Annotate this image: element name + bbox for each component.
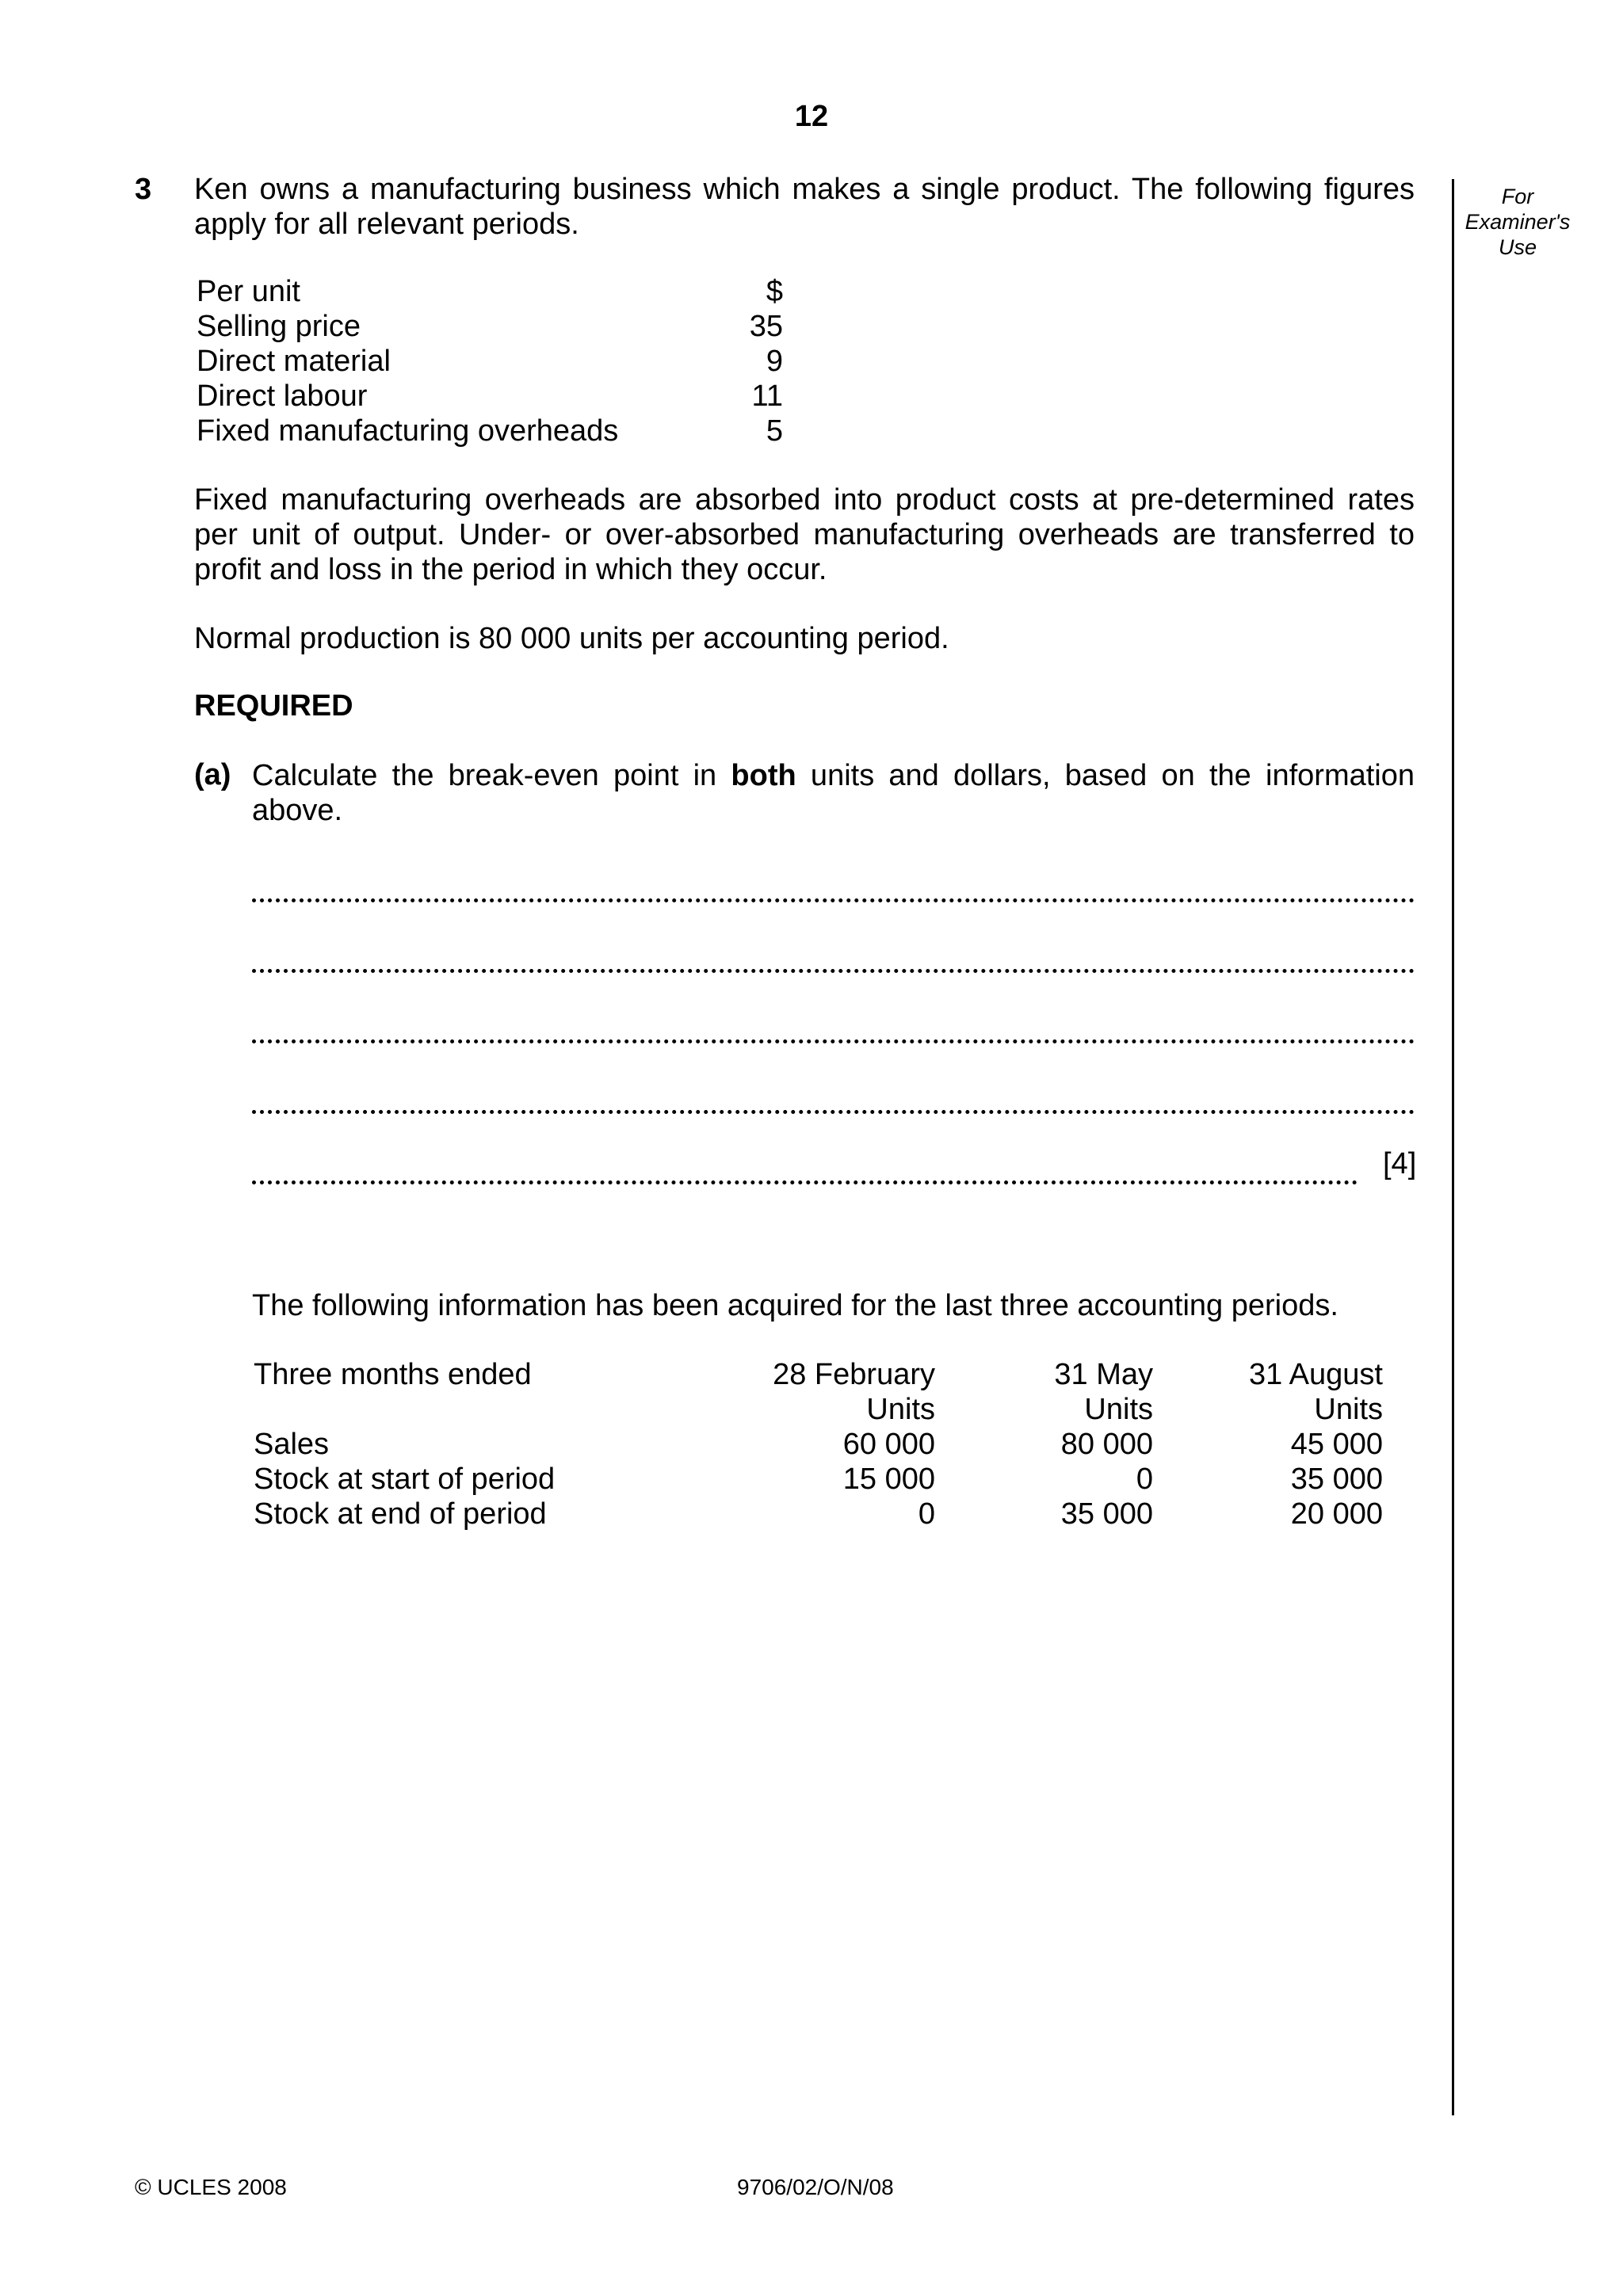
footer-copyright: © UCLES 2008 bbox=[135, 2175, 287, 2199]
page-number: 12 bbox=[794, 100, 829, 133]
unit-row-label: Direct labour bbox=[197, 379, 368, 413]
period-table-header bbox=[254, 1357, 1383, 1392]
part-a-label: (a) bbox=[194, 758, 231, 791]
answer-line[interactable] bbox=[252, 1110, 1415, 1114]
part-a-text-bold: both bbox=[731, 759, 796, 792]
unit-table-row bbox=[197, 414, 783, 448]
period-header-label: Three months ended bbox=[254, 1358, 532, 1391]
question-number: 3 bbox=[135, 173, 152, 206]
period-table bbox=[254, 1357, 1383, 1531]
part-a-question bbox=[252, 758, 1415, 828]
cell-value: 80 000 bbox=[1060, 1428, 1153, 1461]
unit-row-value: 35 bbox=[749, 310, 783, 343]
examiner-margin-line bbox=[1452, 179, 1454, 2115]
period-header-feb: 28 February bbox=[773, 1358, 935, 1391]
cell-value: 35 000 bbox=[1060, 1497, 1153, 1531]
units-label: Units bbox=[1084, 1393, 1153, 1426]
cell-value: 15 000 bbox=[842, 1463, 935, 1496]
unit-row-value: 11 bbox=[751, 379, 783, 413]
unit-table-header bbox=[197, 274, 783, 309]
answer-line[interactable] bbox=[252, 1180, 1358, 1184]
unit-row-label: Direct material bbox=[197, 345, 391, 378]
answer-line[interactable] bbox=[252, 1039, 1415, 1043]
period-header-aug: 31 August bbox=[1248, 1358, 1383, 1391]
cell-value: 0 bbox=[918, 1497, 935, 1531]
period-table-units bbox=[254, 1392, 1383, 1427]
marks-label: [4] bbox=[1383, 1147, 1417, 1180]
unit-row-value: 5 bbox=[766, 414, 783, 448]
unit-table-header-value: $ bbox=[766, 275, 783, 308]
answer-line[interactable] bbox=[252, 969, 1415, 973]
table-row bbox=[254, 1497, 1383, 1531]
unit-table-row bbox=[197, 309, 783, 344]
row-label: Sales bbox=[254, 1428, 330, 1461]
units-label: Units bbox=[866, 1393, 935, 1426]
table-row bbox=[254, 1427, 1383, 1462]
cell-value: 45 000 bbox=[1290, 1428, 1383, 1461]
answer-line[interactable] bbox=[252, 898, 1415, 902]
normal-production-text: Normal production is 80 000 units per accounting period. bbox=[194, 622, 949, 655]
row-label: Stock at end of period bbox=[254, 1497, 547, 1531]
part-a-text-2: units and dollars, based on the information above. bbox=[252, 759, 1415, 827]
period-header-may: 31 May bbox=[1054, 1358, 1153, 1391]
units-label: Units bbox=[1314, 1393, 1383, 1426]
cell-value: 35 000 bbox=[1290, 1463, 1383, 1496]
cell-value: 60 000 bbox=[842, 1428, 935, 1461]
examiner-line-1: For bbox=[1501, 185, 1534, 208]
required-heading: REQUIRED bbox=[194, 689, 353, 723]
row-label: Stock at start of period bbox=[254, 1463, 556, 1496]
cell-value: 0 bbox=[1136, 1463, 1153, 1496]
examiner-use-label bbox=[1450, 184, 1585, 260]
footer-code: 9706/02/O/N/08 bbox=[737, 2175, 894, 2199]
unit-row-label: Fixed manufacturing overheads bbox=[197, 414, 619, 448]
unit-row-value: 9 bbox=[766, 345, 783, 378]
unit-cost-table bbox=[197, 274, 783, 448]
table-row bbox=[254, 1462, 1383, 1497]
info-paragraph: The following information has been acquired for the last three accounting periods. bbox=[252, 1289, 1338, 1322]
examiner-line-2: Examiner's bbox=[1465, 210, 1571, 234]
part-a-text-1: Calculate the break-even point in bbox=[252, 759, 731, 792]
examiner-line-3: Use bbox=[1498, 235, 1537, 259]
unit-table-row bbox=[197, 344, 783, 379]
question-intro: Ken owns a manufacturing business which makes a single product. The following figures apply for all relevant periods. bbox=[194, 173, 1415, 241]
overheads-paragraph: Fixed manufacturing overheads are absorbed into product costs at pre-determined rates per unit of output. Under- or over-absorbed manufacturing overheads are transferred to profit and loss in the period in which they occur. bbox=[194, 483, 1415, 586]
unit-table-header-label: Per unit bbox=[197, 275, 300, 308]
unit-table-row bbox=[197, 379, 783, 414]
cell-value: 20 000 bbox=[1290, 1497, 1383, 1531]
unit-row-label: Selling price bbox=[197, 310, 361, 343]
